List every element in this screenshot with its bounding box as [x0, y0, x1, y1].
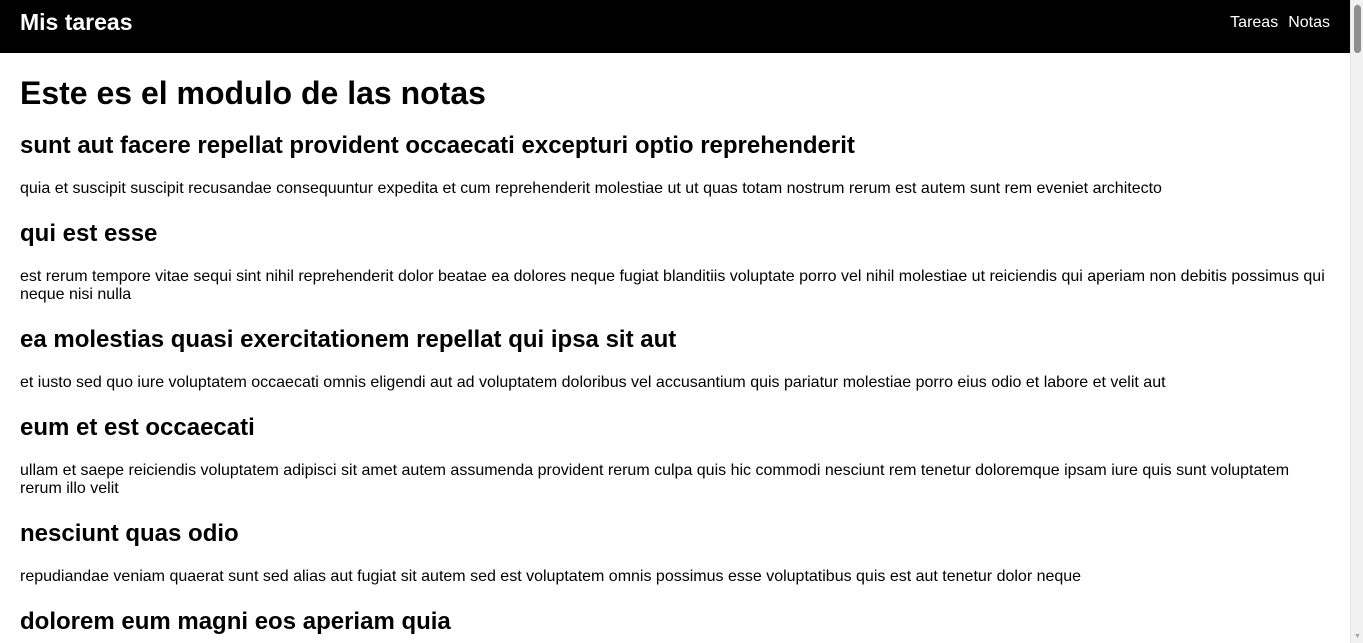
note-body: quia et suscipit suscipit recusandae consequuntur expedita et cum reprehenderit molestiae ut ut quas totam nostrum rerum est autem sunt rem eveniet architecto: [20, 180, 1162, 197]
note-body: est rerum tempore vitae sequi sint nihil reprehenderit dolor beatae ea dolores neque fugiat blanditiis voluptate porro vel nihil molestiae ut reiciendis qui aperiam non debitis possimus qui neque nisi nulla: [20, 268, 1325, 303]
note-item: [20, 608, 1330, 636]
scrollbar-thumb[interactable]: [1354, 5, 1361, 53]
note-body: ullam et saepe reiciendis voluptatem adipisci sit amet autem assumenda provident rerum culpa quis hic commodi nesciunt rem tenetur doloremque ipsam iure quis sunt voluptatem rerum illo velit: [20, 462, 1290, 497]
app-title: Mis tareas: [20, 9, 133, 35]
vertical-scrollbar[interactable]: [1350, 0, 1363, 643]
note-item: [20, 520, 1330, 586]
note-item: [20, 220, 1330, 304]
nav-link-tareas[interactable]: Tareas: [1230, 13, 1279, 31]
page-title: Este es el modulo de las notas: [20, 75, 486, 111]
nav-link-notas[interactable]: Notas: [1288, 13, 1330, 31]
note-item: [20, 326, 1330, 392]
note-body: repudiandae veniam quaerat sunt sed alias aut fugiat sit autem sed est voluptatem omnis possimus esse voluptatibus quis est aut tenetur dolor neque: [20, 568, 1082, 585]
note-title: sunt aut facere repellat provident occaecati excepturi optio reprehenderit: [20, 132, 855, 159]
scroll-down-icon[interactable]: ▼: [1354, 633, 1361, 640]
main-nav: [1230, 14, 1330, 32]
note-title: eum et est occaecati: [20, 414, 255, 441]
note-title: dolorem eum magni eos aperiam quia: [20, 608, 451, 635]
note-item: [20, 132, 1330, 198]
top-navbar: [0, 0, 1350, 53]
note-title: qui est esse: [20, 220, 158, 247]
notes-module: [0, 75, 1350, 636]
note-title: ea molestias quasi exercitationem repellat qui ipsa sit aut: [20, 326, 677, 353]
note-title: nesciunt quas odio: [20, 520, 239, 547]
note-body: et iusto sed quo iure voluptatem occaecati omnis eligendi aut ad voluptatem doloribus vel accusantium quis pariatur molestiae porro eius odio et labore et velit aut: [20, 374, 1166, 391]
note-item: [20, 414, 1330, 498]
